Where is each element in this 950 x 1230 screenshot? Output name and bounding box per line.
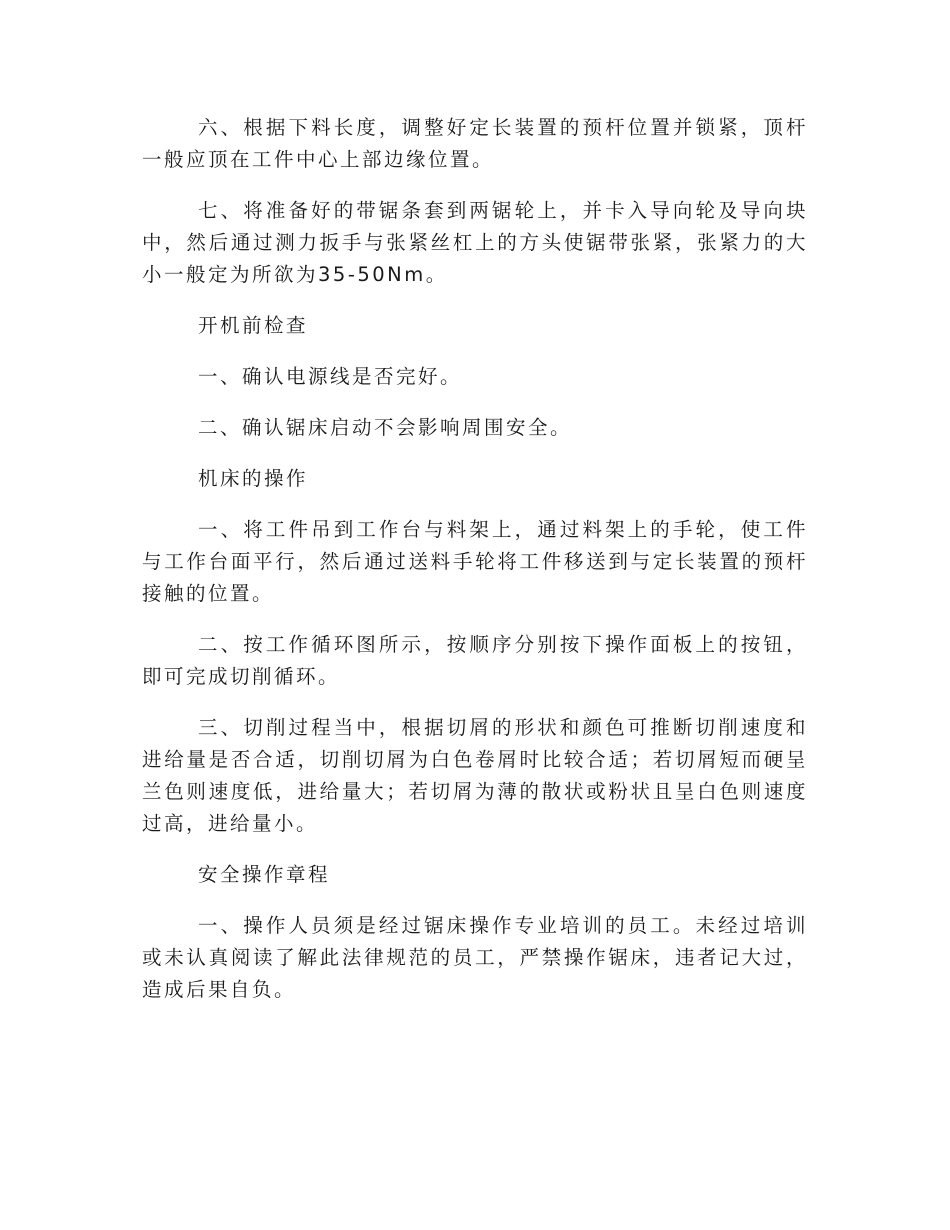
paragraph-operation-step-one: 一、将工件吊到工作台与料架上，通过料架上的手轮，使工件与工作台面平行，然后通过送料手轮将工件移送到与定长装置的预杆接触的位置。	[142, 518, 808, 605]
section-heading-machine-operation: 机床的操作	[198, 467, 309, 490]
section-heading-safety-rules: 安全操作章程	[198, 863, 331, 886]
paragraph-step-six: 六、根据下料长度，调整好定长装置的预杆位置并锁紧，顶杆一般应顶在工件中心上部边缘位置。	[142, 116, 808, 171]
document-body	[142, 112, 808, 1025]
paragraph-check-power-cord: 一、确认电源线是否完好。	[198, 365, 463, 388]
paragraph-check-surroundings: 二、确认锯床启动不会影响周围安全。	[198, 416, 573, 439]
section-heading-pre-start-check: 开机前检查	[198, 314, 309, 337]
paragraph-safety-rule-one: 一、操作人员须是经过锯床操作专业培训的员工。未经过培训或未认真阅读了解此法律规范的员工，严禁操作锯床，违者记大过，造成后果自负。	[142, 914, 808, 1001]
paragraph-step-seven: 七、将准备好的带锯条套到两锯轮上，并卡入导向轮及导向块中，然后通过测力扳手与张紧丝杠上的方头使锯带张紧，张紧力的大小一般定为所欲为35-50Nm。	[142, 199, 808, 286]
paragraph-operation-step-three: 三、切削过程当中，根据切屑的形状和颜色可推断切削速度和进给量是否合适，切削切屑为白色卷屑时比较合适；若切屑短而硬呈兰色则速度低，进给量大；若切屑为薄的散状或粉状且呈白色则速度过高，进给量小。	[142, 716, 808, 835]
paragraph-operation-step-two: 二、按工作循环图所示，按顺序分别按下操作面板上的按钮，即可完成切削循环。	[142, 633, 808, 688]
